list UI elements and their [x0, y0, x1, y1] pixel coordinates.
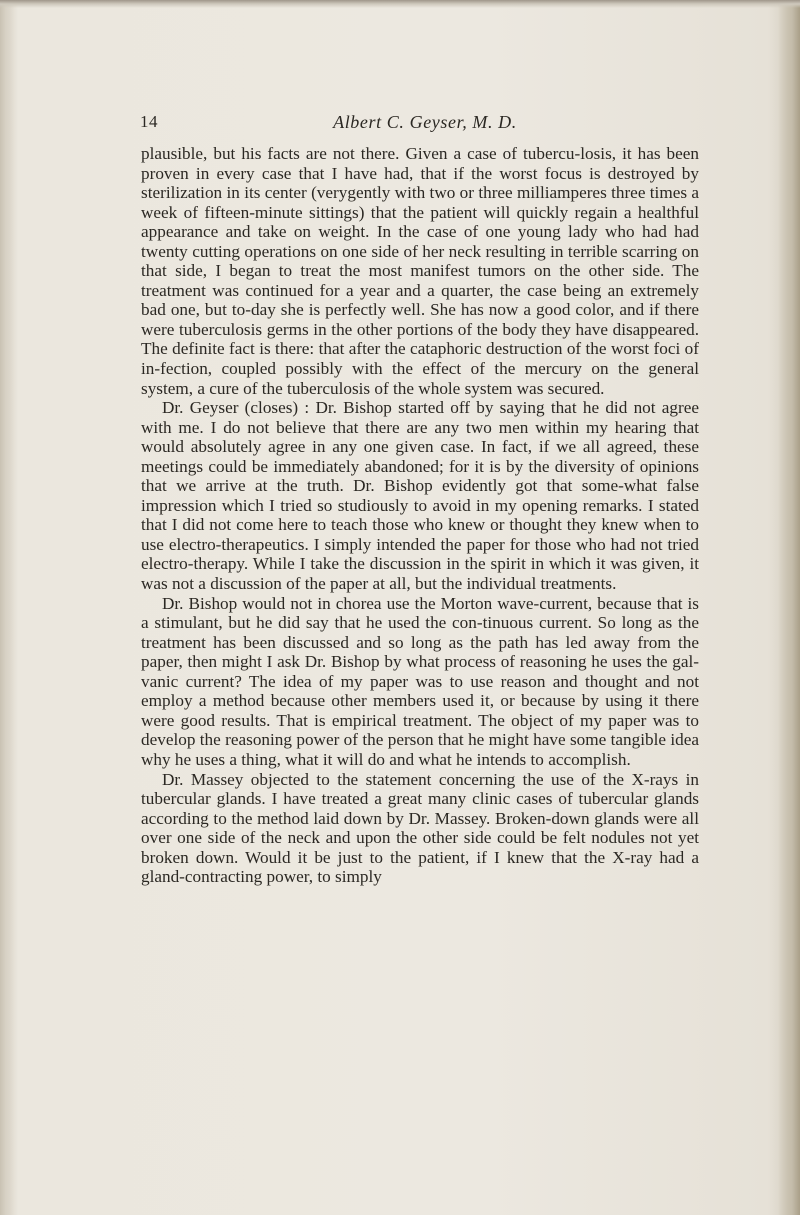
binding-shadow — [0, 0, 18, 1215]
page-number: 14 — [140, 112, 158, 131]
page-edge — [778, 0, 800, 1215]
running-title: Albert C. Geyser, M. D. — [333, 112, 517, 132]
paragraph-bishop-chorea: Dr. Bishop would not in chorea use the Morton wave-current, because that is a stimulant, but he did say that he used the con-tinuous current. So long as the treatment has been discussed and so long as the path has led away from the paper, then might I ask Dr. Bishop by what process of reasoning he uses the gal-vanic current? The idea of my paper was to use reason and thought and not employ a method because other members used it, or because by using it there were good results. That is empirical treatment. The object of my paper was to develop the reasoning power of the person that he might have some tangible idea why he uses a thing, what it will do and what he intends to accomplish. — [141, 593, 699, 769]
paragraph-continuation: plausible, but his facts are not there. Given a case of tubercu-losis, it has been proven in every case that I have had, that if the worst focus is destroyed by sterilization in its center (verygently with two or three milliamperes three times a week of fifteen-minute sittings) that the patient will quickly regain a healthful appearance and take on weight. In the case of one young lady who had had twenty cutting operations on one side of her neck resulting in terrible scarring on that side, I began to treat the most manifest tumors on the other side. The treatment was continued for a year and a quarter, the case being an extremely bad one, but to-day she is perfectly well. She has now a good color, and if there were tuberculosis germs in the other portions of the body they have disappeared. The definite fact is there: that after the cataphoric destruction of the worst foci of in-fection, coupled possibly with the effect of the mercury on the general system, a cure of the tuberculosis of the whole system was secured. — [141, 144, 699, 398]
body-text — [141, 144, 699, 887]
paragraph-geyser-closes: Dr. Geyser (closes) : Dr. Bishop started off by saying that he did not agree with me. I do not believe that there are any two men within my hearing that would absolutely agree in any one given case. In fact, if we all agreed, these meetings could be immediately abandoned; for it is by the diversity of opinions that we arrive at the truth. Dr. Bishop evidently got that some-what false impression which I tried so studiously to avoid in my opening remarks. I stated that I did not come here to teach those who knew or thought they knew when to use electro-therapeutics. I simply intended the paper for those who had not tried electro-therapy. While I take the discussion in the spirit in which it was given, it was not a discussion of the paper at all, but the individual treatments. — [141, 398, 699, 594]
top-edge — [0, 0, 800, 8]
page-header — [140, 112, 700, 136]
paragraph-massey-xrays: Dr. Massey objected to the statement concerning the use of the X-rays in tubercular glands. I have treated a great many clinic cases of tubercular glands according to the method laid down by Dr. Massey. Broken-down glands were all over one side of the neck and upon the other side could be felt nodules not yet broken down. Would it be just to the patient, if I knew that the X-ray had a gland-contracting power, to simply — [141, 769, 699, 887]
